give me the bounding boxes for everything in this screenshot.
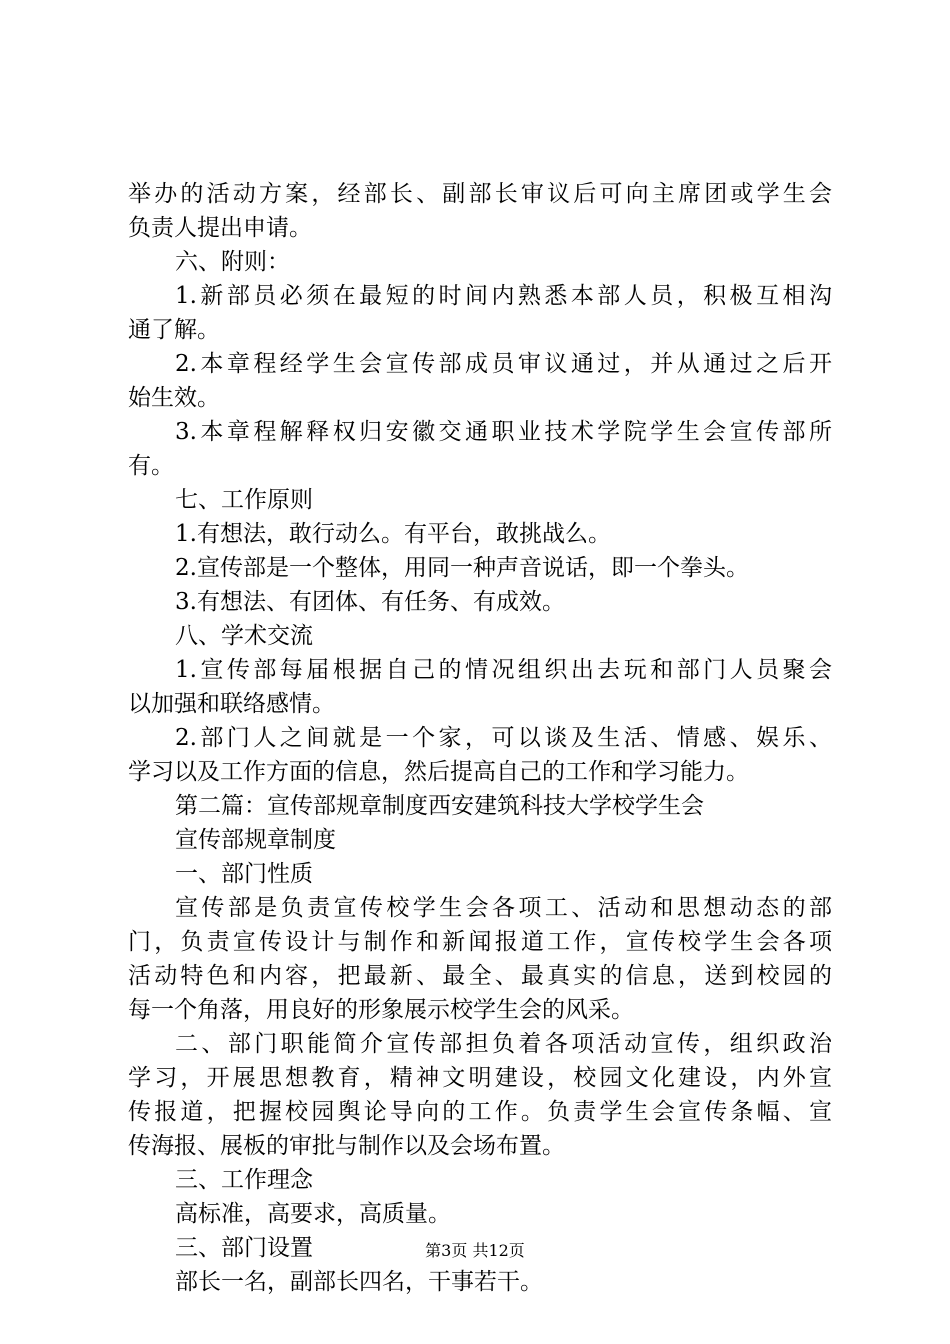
text-line: 1.宣传部每届根据自己的情况组织出去玩和部门人员聚会 <box>175 657 832 683</box>
page-footer <box>0 1239 950 1263</box>
text-line: 通了解。 <box>128 317 220 343</box>
text-lines <box>128 177 832 1299</box>
text-line: 始生效。 <box>128 385 220 411</box>
text-line: 以加强和联络感情。 <box>128 691 335 717</box>
page-number: 第3页 共12页 <box>425 1241 525 1260</box>
text-line: 1.有想法，敢行动么。有平台，敢挑战么。 <box>175 521 611 547</box>
text-line: 1.新部员必须在最短的时间内熟悉本部人员，积极互相沟 <box>175 283 832 309</box>
text-line: 每一个角落，用良好的形象展示校学生会的风采。 <box>128 997 634 1023</box>
text-line: 举办的活动方案，经部长、副部长审议后可向主席团或学生会 <box>128 181 832 207</box>
text-line: 传海报、展板的审批与制作以及会场布置。 <box>128 1133 565 1159</box>
text-line: 传报道，把握校园舆论导向的工作。负责学生会宣传条幅、宣 <box>128 1099 832 1125</box>
text-line: 宣传部规章制度 <box>175 827 336 853</box>
text-line: 3.有想法、有团体、有任务、有成效。 <box>175 589 565 615</box>
text-line: 六、附则： <box>175 249 290 275</box>
document-body <box>128 177 832 1299</box>
text-line: 负责人提出申请。 <box>128 215 312 241</box>
text-line: 有。 <box>128 453 174 479</box>
text-line: 门，负责宣传设计与制作和新闻报道工作，宣传校学生会各项 <box>128 929 832 955</box>
text-line: 2.部门人之间就是一个家，可以谈及生活、情感、娱乐、 <box>175 725 832 751</box>
text-line: 八、学术交流 <box>175 623 313 649</box>
text-line: 宣传部是负责宣传校学生会各项工、活动和思想动态的部 <box>175 895 832 921</box>
text-line: 七、工作原则 <box>175 487 313 513</box>
text-line: 第二篇：宣传部规章制度西安建筑科技大学校学生会 <box>175 793 704 819</box>
text-line: 二、部门职能简介宣传部担负着各项活动宣传，组织政治 <box>175 1031 832 1057</box>
text-line: 高标准，高要求，高质量。 <box>175 1201 451 1227</box>
text-line: 三、部门设置 <box>175 1235 313 1261</box>
text-line: 2.宣传部是一个整体，用同一种声音说话，即一个拳头。 <box>175 555 749 581</box>
text-line: 部长一名，副部长四名，干事若干。 <box>175 1269 543 1295</box>
text-line: 2.本章程经学生会宣传部成员审议通过，并从通过之后开 <box>175 351 832 377</box>
text-line: 一、部门性质 <box>175 861 313 887</box>
text-line: 学习，开展思想教育，精神文明建设，校园文化建设，内外宣 <box>128 1065 832 1091</box>
text-line: 3.本章程解释权归安徽交通职业技术学院学生会宣传部所 <box>175 419 832 445</box>
text-line: 学习以及工作方面的信息，然后提高自己的工作和学习能力。 <box>128 759 749 785</box>
text-line: 三、工作理念 <box>175 1167 313 1193</box>
text-line: 活动特色和内容，把最新、最全、最真实的信息，送到校园的 <box>128 963 832 989</box>
